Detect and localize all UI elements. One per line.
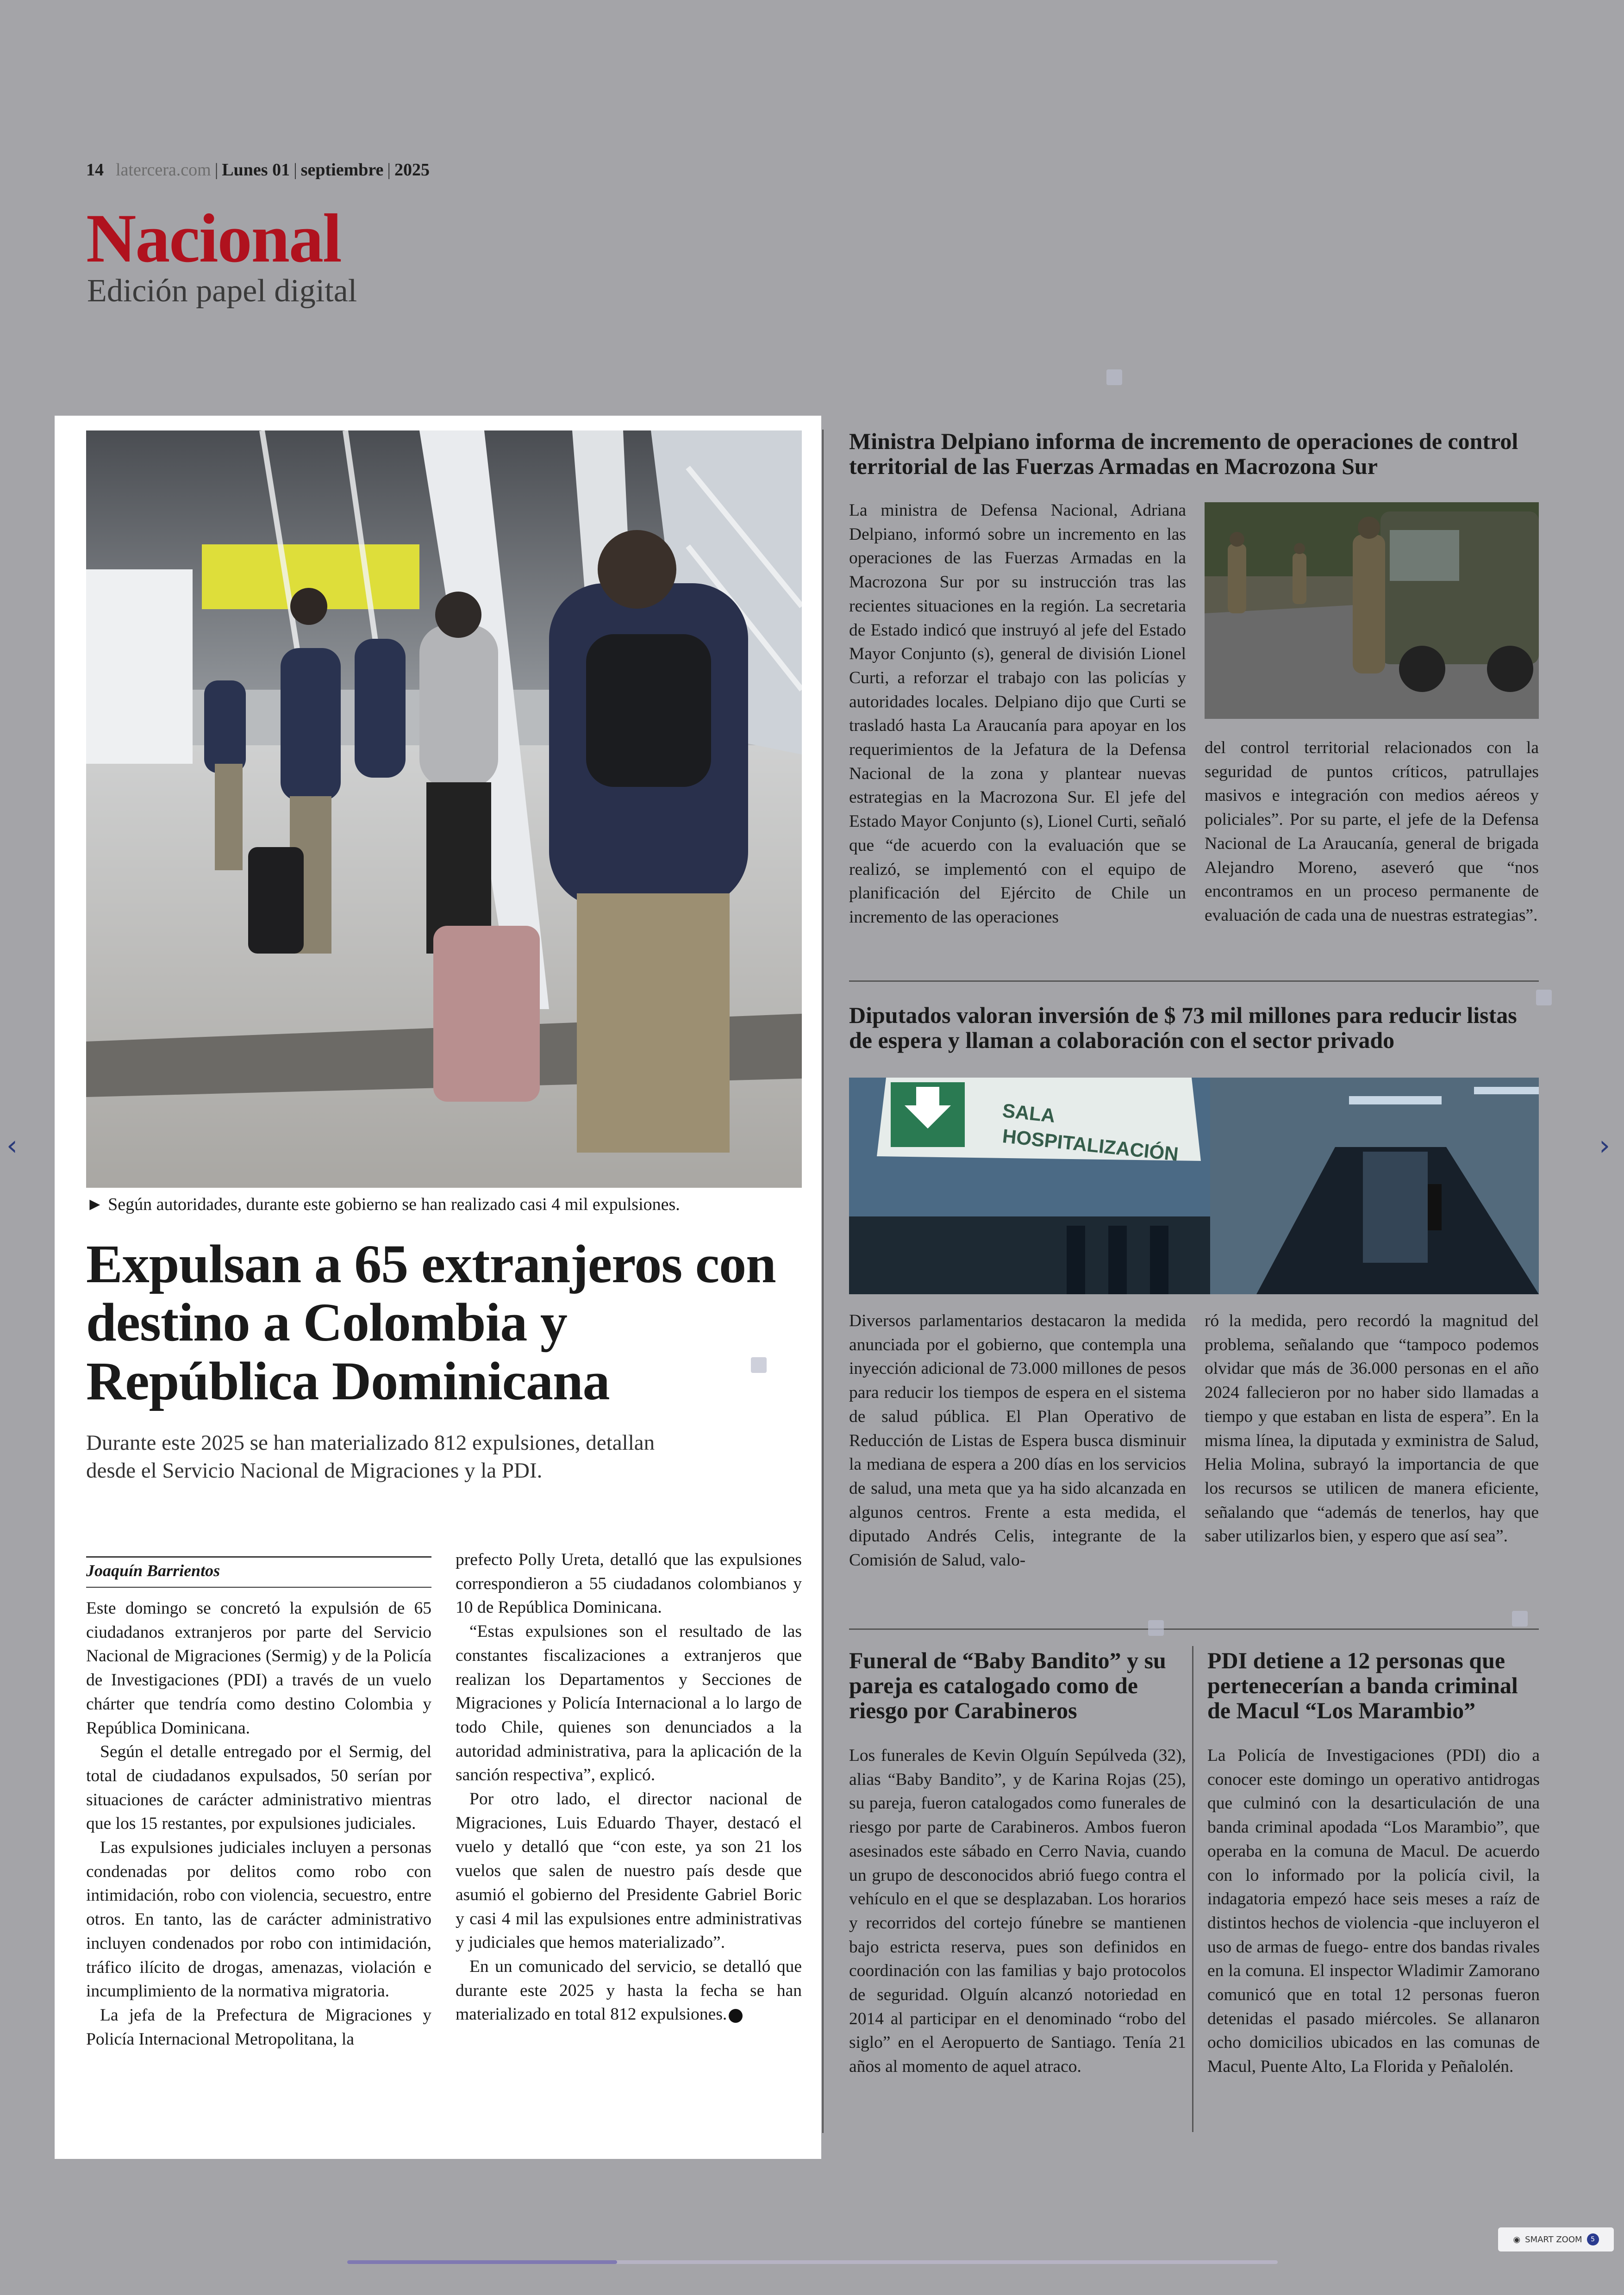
lead-body-column-1 bbox=[86, 1597, 431, 2051]
page-number: 14 bbox=[86, 160, 104, 180]
lead-deck: Durante este 2025 se han materializado 812 expulsiones, detallan desde el Servicio Nacional de Migraciones y la PDI. bbox=[86, 1431, 655, 1483]
smart-zoom-button[interactable] bbox=[1498, 2227, 1614, 2251]
article-hotspot-marker[interactable] bbox=[1512, 1611, 1528, 1627]
byline-rule bbox=[86, 1556, 431, 1558]
section-subtitle: Edición papel digital bbox=[87, 273, 357, 309]
article-body-column: ró la medida, pero recordó la magnitud del problema, señalando que “tampoco podemos olvidar que más de 36.000 personas en el año 2024 fallecieron por no haber sido llamadas a tiempo y que estaban en lista de espera”. En la misma línea, la diputada y exministra de Salud, Helia Molina, subrayó la importancia de que los recursos se utilicen de manera eficiente, señalando que “además de tenerlos, hay que saber utilizarlos bien, y espero que así sea”. bbox=[1205, 1311, 1539, 1546]
article-headline[interactable]: Ministra Delpiano informa de incremento de operaciones de control territorial de las Fuerzas Armadas en Macrozona Sur bbox=[849, 428, 1518, 479]
article-body-column: La Policía de Investigaciones (PDI) dio a conocer este domingo un operativo antidrogas que culminó con la desarticulación de una banda criminal apodada “Los Marambio”, que operaba en la comuna de Macul. De acuerdo con lo informado por la policía civil, la indagatoria empezó hace seis meses a raíz de distintos hechos de violencia -que incluyeron el uso de armas de fuego- entre dos bandas rivales en la comuna. El inspector Wladimir Zamorano comunicó que en total 12 personas fueron detenidas el pasado miércoles. Se allanaron ocho domicilios ubicados en las comunas de Macul, Puente Alto, La Florida y Peñalolén. bbox=[1207, 1746, 1540, 2077]
body-paragraph: prefecto Polly Ureta, detalló que las expulsiones correspondieron a 55 ciudadanos colombianos y 10 de República Dominicana. bbox=[456, 1550, 802, 1617]
body-paragraph: Según el detalle entregado por el Sermig, del total de ciudadanos expulsados, 50 serían por situaciones de carácter administrativo mientras que los 15 restantes, por expulsiones judiciales. bbox=[86, 1742, 431, 1834]
article-body-column: Diversos parlamentarios destacaron la medida anunciada por el gobierno, que contempla una inyección adicional de 73.000 millones de pesos para reducir los tiempos de espera en el sistema de salud pública. El Plan Operativo de Reducción de Listas de Espera busca disminuir la mediana de espera a 200 días en los servicios de salud, una meta que ya ha sido alcanzada en algunos centros. Frente a esta medida, el diputado Andrés Celis, integrante de la Comisión de Salud, valo- bbox=[849, 1311, 1186, 1570]
lead-headline[interactable]: Expulsan a 65 extranjeros con destino a Colombia y República Dominicana bbox=[86, 1234, 776, 1411]
site-name: latercera.com bbox=[116, 160, 211, 180]
article-headline[interactable]: Funeral de “Baby Bandito” y su pareja es catalogado como de riesgo por Carabineros bbox=[849, 1647, 1166, 1723]
date-day: Lunes 01 bbox=[222, 160, 290, 180]
end-mark-icon bbox=[729, 2009, 743, 2023]
page-progress-fill bbox=[347, 2260, 617, 2264]
article-body-column: La ministra de Defensa Nacional, Adriana Delpiano, informó sobre un incremento en las operaciones de las Fuerzas Armadas en la Macrozona Sur por su instrucción tras las recientes situaciones en la región. La secretaria de Estado indicó que instruyó al jefe del Estado Mayor Conjunto (s), general de división Lionel Curti, a reforzar el trabajo con las policías y autoridades locales. Delpiano dijo que Curti se trasladó hasta La Araucanía para apoyar en los requerimientos de la Jefatura de la Defensa Nacional de la zona y plantear nuevas estrategias en la Macrozona Sur. El jefe del Estado Mayor Conjunto (s), Lionel Curti, señaló que “de acuerdo con la evaluación que se realizó, se implementó con el equipo de planificación del Ejército de Chile un incremento de las operaciones bbox=[849, 501, 1186, 927]
date-year: 2025 bbox=[394, 160, 430, 180]
chevron-left-icon[interactable]: ‹ bbox=[6, 1129, 18, 1162]
article-hotspot-marker[interactable] bbox=[1536, 990, 1552, 1005]
eye-icon: ◉ bbox=[1513, 2234, 1521, 2245]
body-paragraph: Este domingo se concretó la expulsión de 65 ciudadanos extranjeros por parte del Servicio Nacional de Migraciones (Sermig) y de la Policía de Investigaciones (PDI) a través de un vuelo chárter que tendría como destino Colombia y República Dominicana. bbox=[86, 1599, 431, 1738]
column-divider bbox=[822, 430, 824, 2133]
article-headline[interactable]: Diputados valoran inversión de $ 73 mil millones para reducir listas de espera y llaman a colaboración con el sector privado bbox=[849, 1002, 1517, 1053]
page-masthead: 14 latercera.com | Lunes 01 | septiembre | 2025 bbox=[86, 160, 430, 180]
lead-body-column-2 bbox=[456, 1548, 802, 2027]
body-paragraph: Por otro lado, el director nacional de Migraciones, Luis Eduardo Thayer, destacó el vuelo y detalló que “con este, ya son 21 los vuelos que salen de nuestro país desde que asumió el gobierno del Presidente Gabriel Boric y casi 4 mil las expulsiones entre administrativas y judiciales que hemos materializado”. bbox=[456, 1790, 802, 1952]
chevron-right-icon[interactable]: › bbox=[1599, 1129, 1610, 1162]
lead-photo-caption: ► Según autoridades, durante este gobierno se han realizado casi 4 mil expulsiones. bbox=[86, 1195, 680, 1214]
body-paragraph: “Estas expulsiones son el resultado de las constantes fiscalizaciones a extranjeros que realizan los Departamentos y Secciones de Migraciones y Policía Internacional a lo largo de todo Chile, quienes son denunciados a la autoridad administrativa, para la aplicación de la sanción respectiva”, explicó. bbox=[456, 1622, 802, 1785]
article-photo-soldiers bbox=[1205, 502, 1539, 719]
article-hotspot-marker[interactable] bbox=[1148, 1620, 1164, 1636]
smart-zoom-count-badge: 5 bbox=[1587, 2233, 1599, 2245]
date-month: septiembre bbox=[300, 160, 384, 180]
body-paragraph: En un comunicado del servicio, se detalló que durante este 2025 y hasta la fecha se han materializado en total 812 expulsiones. bbox=[456, 1957, 802, 2024]
hospital-sign-line-1: SALA bbox=[1001, 1099, 1056, 1127]
article-body-column: Los funerales de Kevin Olguín Sepúlveda (32), alias “Baby Bandito”, y de Karina Rojas (25), su pareja, fueron catalogados como funerales de riesgo por parte de Carabineros. Ambos fueron asesinados este sábado en Cerro Navia, cuando un grupo de desconocidos abrió fuego contra el vehículo en el que se desplazaban. Los horarios y recorridos del cortejo fúnebre se mantienen bajo estricta reserva, pues son definidos en coordinación con las familias y bajo protocolos de seguridad. Olguín alcanzó notoriedad en 2014 al participar en el denominado “robo del siglo” en el Aeropuerto de Santiago. Tenía 21 años al momento de aquel atraco. bbox=[849, 1746, 1186, 2077]
lead-photo bbox=[86, 430, 802, 1188]
smart-zoom-label: SMART ZOOM bbox=[1525, 2234, 1582, 2245]
byline-rule bbox=[86, 1587, 431, 1588]
article-divider bbox=[849, 980, 1539, 982]
article-body-column: del control territorial relacionados con la seguridad de puntos críticos, patrullajes masivos e integración con medios aéreos y policiales”. Por su parte, el jefe de la Defensa Nacional de La Araucanía, general de brigada Alejandro Moreno, aseveró que “nos encontramos en un proceso permanente de evaluación de cada una de nuestras estrategias”. bbox=[1205, 738, 1539, 925]
article-divider bbox=[849, 1628, 1539, 1630]
hospital-sign-line-2: HOSPITALIZACIÓN bbox=[1001, 1125, 1180, 1165]
article-hotspot-marker[interactable] bbox=[751, 1357, 767, 1373]
article-hotspot-marker[interactable] bbox=[1106, 369, 1122, 385]
body-paragraph: Las expulsiones judiciales incluyen a personas condenadas por delitos como robo con intimidación, robo con violencia, secuestro, entre otros. En tanto, las de carácter administrativo incluyen condenados por robo con intimidación, tráfico ilícito de drogas, amenazas, violación e incumplimiento de la normativa migratoria. bbox=[86, 1838, 431, 2001]
body-paragraph: La jefa de la Prefectura de Migraciones y Policía Internacional Metropolitana, la bbox=[86, 2005, 431, 2049]
article-headline[interactable]: PDI detiene a 12 personas que pertenecerían a banda criminal de Macul “Los Marambio” bbox=[1207, 1647, 1518, 1723]
article-photo-hospital bbox=[849, 1078, 1539, 1294]
section-title: Nacional bbox=[86, 200, 341, 277]
lead-byline: Joaquín Barrientos bbox=[86, 1561, 220, 1580]
column-divider bbox=[1192, 1646, 1193, 2132]
